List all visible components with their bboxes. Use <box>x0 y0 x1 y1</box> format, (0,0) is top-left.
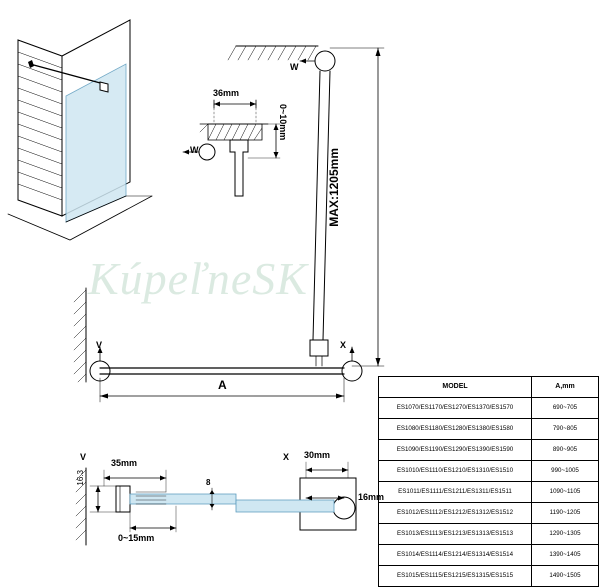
table-row <box>379 545 599 566</box>
table-row <box>379 440 599 461</box>
cell-model: ES1070/ES1170/ES1270/ES1370/ES1570 <box>379 398 532 419</box>
dim-0-10mm: 0~10mm <box>278 104 288 141</box>
table-header-a: A,mm <box>532 377 599 398</box>
dim-30mm: 30mm <box>304 450 331 460</box>
model-table <box>378 376 599 587</box>
watermark: KúpeľneSK <box>88 253 308 304</box>
cell-model: ES1010/ES1110/ES1210/ES1310/ES1510 <box>379 461 532 482</box>
cell-a: 1290~1305 <box>532 524 599 545</box>
cell-a: 1190~1205 <box>532 503 599 524</box>
dim-16-3: 16.3 <box>76 470 85 486</box>
table-row <box>379 461 599 482</box>
cell-model: ES1080/ES1180/ES1280/ES1380/ES1580 <box>379 419 532 440</box>
table-row <box>379 398 599 419</box>
cell-a: 690~705 <box>532 398 599 419</box>
cell-model: ES1013/ES1113/ES1213/ES1313/ES1513 <box>379 524 532 545</box>
dim-max-height: MAX:1205mm <box>327 148 341 227</box>
dim-36mm: 36mm <box>213 88 240 98</box>
table-row <box>379 503 599 524</box>
table-header-row <box>379 377 599 398</box>
label-w-left: W <box>190 145 199 155</box>
perspective-view <box>8 20 152 240</box>
label-v-bottom: V <box>80 452 87 462</box>
detail-v <box>76 468 236 545</box>
cell-a: 990~1005 <box>532 461 599 482</box>
cell-model: ES1015/ES1115/ES1215/ES1315/ES1515 <box>379 566 532 587</box>
cell-model: ES1014/ES1114/ES1214/ES1314/ES1514 <box>379 545 532 566</box>
table-row <box>379 482 599 503</box>
table-row <box>379 524 599 545</box>
label-w-top: W <box>290 62 299 72</box>
label-x-mid: X <box>340 340 347 350</box>
cell-a: 1490~1505 <box>532 566 599 587</box>
dim-8mm: 8 <box>206 478 211 487</box>
dim-a: A <box>218 378 227 392</box>
cell-model: ES1012/ES1112/ES1212/ES1312/ES1512 <box>379 503 532 524</box>
label-x-bottom: X <box>283 452 290 462</box>
dim-16mm: 16mm <box>358 492 385 502</box>
cell-a: 790~805 <box>532 419 599 440</box>
dim-35mm: 35mm <box>111 458 138 468</box>
dim-0-15mm: 0~15mm <box>118 533 155 543</box>
table-row <box>379 419 599 440</box>
label-v-mid: V <box>96 340 103 350</box>
cell-model: ES1090/ES1190/ES1290/ES1390/ES1590 <box>379 440 532 461</box>
table-row <box>379 566 599 587</box>
cell-a: 890~905 <box>532 440 599 461</box>
cell-a: 1390~1405 <box>532 545 599 566</box>
table-header-model: MODEL <box>379 377 532 398</box>
table-body <box>379 398 599 587</box>
cell-a: 1090~1105 <box>532 482 599 503</box>
cell-model: ES1011/ES1111/ES1211/ES1311/ES1511 <box>379 482 532 503</box>
detail-x <box>236 462 356 530</box>
